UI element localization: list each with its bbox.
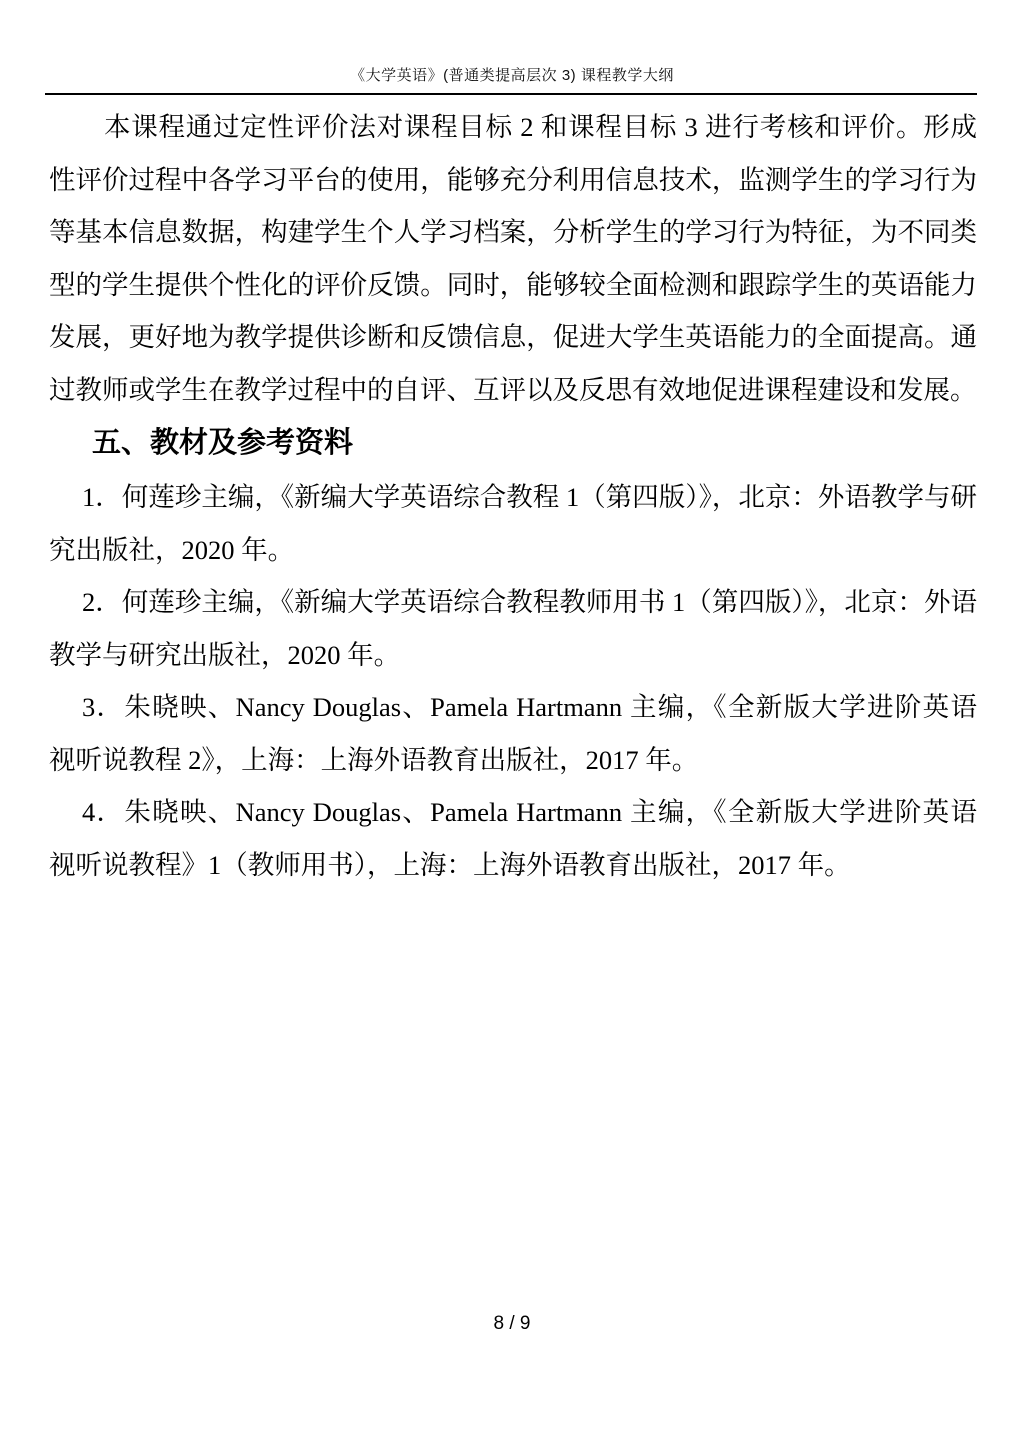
reference-item-2: 2．何莲珍主编，《新编大学英语综合教程教师用书 1（第四版）》，北京：外语教学与研究出版社，2020 年。 [49,587,977,670]
body-paragraph: 本课程通过定性评价法对课程目标 2 和课程目标 3 进行考核和评价。形成性评价过程中各学习平台的使用，能够充分利用信息技术，监测学生的学习行为等基本信息数据，构建学生个人学习档案，分析学生的学习行为特征，为不同类型的学生提供个性化的评价反馈。同时，能够较全面检测和跟踪学生的英语能力发展，更好地为教学提供诊断和反馈信息，促进大学生英语能力的全面提高。通过教师或学生在教学过程中的自评、互评以及反思有效地促进课程建设和发展。 [49,112,977,405]
reference-item-1: 1．何莲珍主编，《新编大学英语综合教程 1（第四版）》，北京：外语教学与研究出版社，2020 年。 [49,482,977,565]
document-header-title: 《大学英语》(普通类提高层次 3) 课程教学大纲 [350,67,674,84]
page-number: 8 / 9 [493,1313,531,1334]
reference-item-4: 4．朱晓映、Nancy Douglas、Pamela Hartmann 主编，《全新版大学进阶英语 视听说教程》1（教师用书），上海：上海外语教育出版社，2017 年。 [49,797,977,880]
document-body [49,97,977,891]
reference-item-3: 3．朱晓映、Nancy Douglas、Pamela Hartmann 主编，《全新版大学进阶英语 视听说教程 2》，上海：上海外语教育出版社，2017 年。 [49,692,977,775]
header-rule [45,93,977,95]
page-header [0,0,1024,95]
section-heading-materials: 五、教材及参考资料 [92,427,354,459]
